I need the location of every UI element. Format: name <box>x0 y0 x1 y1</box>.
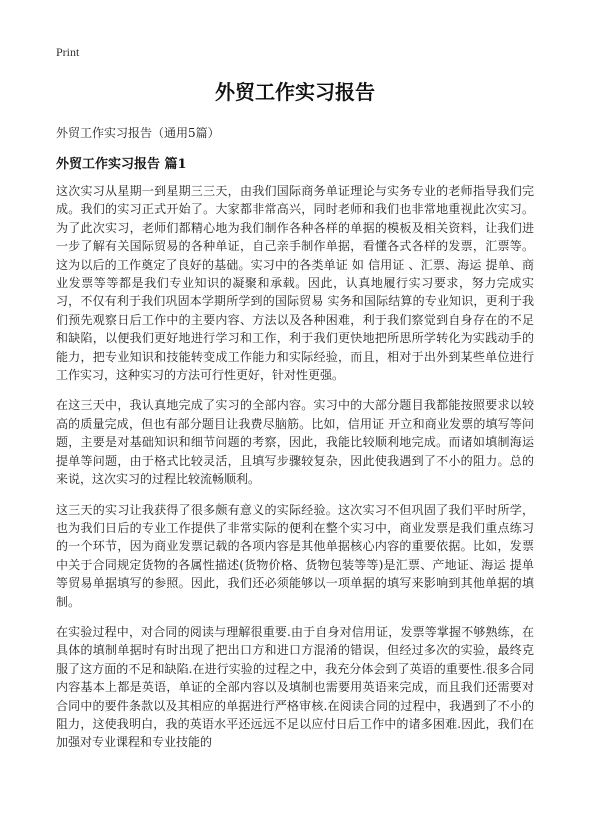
paragraph-4: 在实验过程中，对合同的阅读与理解很重要.由于自身对信用证，发票等掌握不够熟练，在具体的填制单据时有时出现了把出口方和进口方混淆的错误，但经过多次的实验，最终克服了这方面的不足和缺陷.在进行实验的过程之中，我充分体会到了英语的重要性.很多合同内容基本上都是英语，单证的全部内容以及填制也需要用英语来完成，而且我们还需要对合同中的要件条款以及其相应的单据进行严格审核.在阅读合同的过程中，我遇到了不小的阻力，这使我明白，我的英语水平还远远不足以应付日后工作中的诸多困难.因此，我们在加强对专业课程和专业技能的 <box>56 624 534 750</box>
print-label: Print <box>56 45 80 59</box>
paragraph-1: 这次实习从星期一到星期三三天，由我们国际商务单证理论与实务专业的老师指导我们完成。我们的实习正式开始了。大家都非常高兴，同时老师和我们也非常地重视此次实习。为了此次实习，老师们都精心地为我们制作各种各样的单据的模板及相关资料，让我们进一步了解有关国际贸易的各种单证，自己亲手制作单据，看懂各式各样的发票，汇票等。这为以后的工作奠定了良好的基础。实习中的各类单证 如 信用证 、汇票、海运 提单、商业发票等等都是我们专业知识的凝聚和承载。因此，认真地履行实习要求，努力完成实习，不仅有利于我们巩固本学期所学到的国际贸易 实务和国际结算的专业知识，更利于我们预先观察日后工作中的主要内容、方法以及各种困难，利于我们察觉到自身存在的不足和缺陷，以便我们更好地进行学习和工作，利于我们更快地把所思所学转化为实践动手的能力，把专业知识和技能转变成工作能力和实际经验，而且，相对于出外到某些单位进行工作实习，这种实习的方法可行性更好，针对性更强。 <box>56 184 534 383</box>
paragraph-3: 这三天的实习让我获得了很多颇有意义的实际经验。这次实习不但巩固了我们平时所学，也为我们日后的专业工作提供了非常实际的便利在整个实习中，商业发票是我们重点练习的一个环节，因为商业发票记载的各项内容是其他单据核心内容的重要依据。比如，发票中关于合同规定货物的各属性描述(货物价格、货物包装等等)是汇票、产地证、海运 提单等贸易单据填写的参照。因此，我们还必须能够以一项单据的填写来影响到其他单据的填制。 <box>56 502 534 609</box>
document-subtitle: 外贸工作实习报告（通用5篇） <box>56 126 220 140</box>
section-heading: 外贸工作实习报告 篇1 <box>56 157 187 172</box>
document-title: 外贸工作实习报告 <box>215 80 375 104</box>
paragraph-2: 在这三天中，我认真地完成了实习的全部内容。实习中的大部分题目我都能按照要求以较高的质量完成，但也有部分题目让我费尽脑筋。比如，信用证 开立和商业发票的填写等问题，主要是对基础知识和细节问题的考察，因此，我能比较顺利地完成。而诸如填制海运 提单等问题，由于格式比较灵活，且填写步骤较复杂，因此使我遇到了不小的阻力。总的来说，这次实习的过程比较流畅顺利。 <box>56 398 534 487</box>
